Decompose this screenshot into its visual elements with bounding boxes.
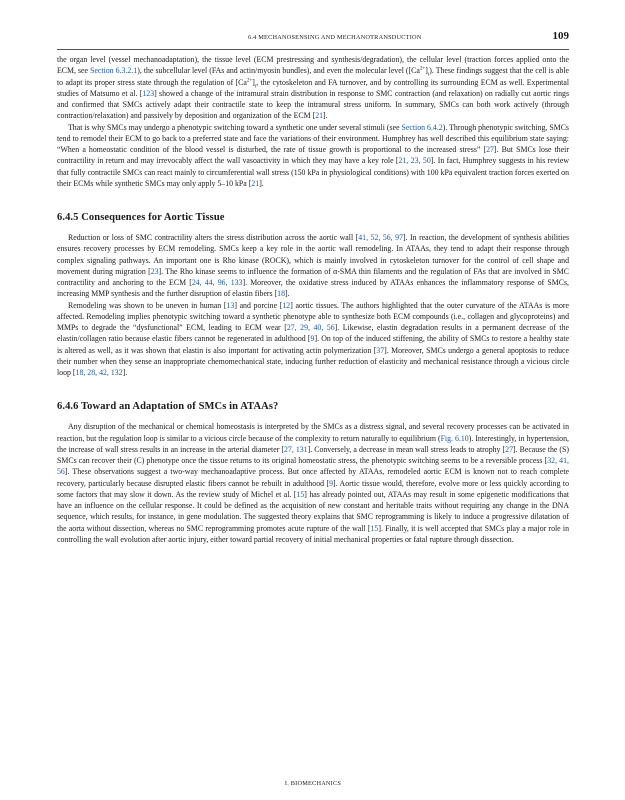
citation-link[interactable]: 21 <box>315 111 324 121</box>
text-run: ]. <box>122 368 128 377</box>
section-heading-6-4-6: 6.4.6 Toward an Adaptation of SMCs in ATAAs? <box>57 401 279 413</box>
text-run: ]. On top of the induced stiffening, the ability of SMCs to restore a healthy state is altered as well, as it was shown that elastin is also important for activating actin polymerization [ <box>57 334 569 355</box>
text-run: ]. Moreover, SMCs undergo a general apoptosis to reduce their number when they sense an inappropriate chemomechanical state, inducing further reduction of elasticity and mechanical resistance through a vicious circle loop [ <box>57 345 569 377</box>
section-header: 6.4 MECHANOSENSING AND MECHANOTRANSDUCTION <box>247 34 422 41</box>
paragraph <box>57 421 569 545</box>
citation-link[interactable]: 21, 23, 50 <box>398 156 431 166</box>
paragraph <box>57 300 569 379</box>
superscript: 2+ <box>246 77 253 83</box>
citation-link[interactable]: 18 <box>277 289 286 299</box>
citation-link[interactable]: 15 <box>296 489 305 499</box>
citation-link[interactable]: 27, 29, 40, 56 <box>286 323 335 332</box>
running-footer: I. BIOMECHANICS <box>284 780 342 787</box>
text-run: ]. These observations suggest a two-way mechanoadaptive process. But once affected by ATAAs, remodeled aortic ECM is known not to reach complete recovery, particularly because disrupted elastic fibers cannot be rebuilt in adulthood [ <box>57 467 569 488</box>
text-run: ]. Moreover, the oxidative stress induced by ATAAs enhances the inflammatory response of SMCs, increasing MMP synthesis and the further disruption of elastin fibers [ <box>57 278 569 299</box>
text-run: ] showed a change of the intramural strain distribution in response to SMC contraction (and relaxation) on radially cut aortic rings and confirmed that SMCs actively adapt their contractile state to keep the intramural stress uniform. In summary, SMCs can both work actively (through contraction/relaxation) and passively by deposition and organization of the ECM [ <box>57 88 570 121</box>
text-run: ]. Aortic tissue would, therefore, evolve more or less quickly according to some factors that may slow it down. As the review study of Michel et al. [ <box>57 478 570 499</box>
citation-link[interactable]: 37 <box>376 345 385 355</box>
citation-link[interactable]: 123 <box>142 88 155 98</box>
text-run: ]. The Rho kinase seems to influence the formation of α-SMA thin filaments and the regulation of FAs that are involved in SMC contractility and anchoring to the ECM [ <box>57 266 569 287</box>
text-run: ]. Likewise, elastin degradation results in a permanent decrease of the elastin/collagen ratio because elastic fibers cannot be regenerated in adulthood [ <box>57 323 569 344</box>
citation-link[interactable]: 18, 28, 42, 132 <box>75 368 123 377</box>
text-run: ]. Conversely, a decrease in mean wall stress leads to atrophy [ <box>307 444 506 454</box>
citation-link[interactable]: 12 <box>282 300 291 310</box>
citation-link[interactable]: 24, 44, 96, 133 <box>191 278 243 287</box>
text-run: ). These findings suggest that the cell is able to adapt its proper stress state through the regulation of [Ca <box>57 66 569 87</box>
subscript: i <box>254 84 257 90</box>
text-run: ] <box>252 77 255 87</box>
section-link[interactable]: Section 6.4.2 <box>401 122 443 132</box>
text-run: ]. <box>259 178 264 188</box>
citation-link[interactable]: 9 <box>310 334 315 344</box>
text-run: ]. Finally, it is well accepted that SMCs play a major role in controlling the wall evolution after aortic injury, either toward partial recovery of initial mechanical properties or fatal rupture through dissection. <box>57 523 570 544</box>
figure-link[interactable]: Fig. 6.10 <box>440 433 469 443</box>
text-run: Remodeling was shown to be uneven in human [ <box>68 300 227 310</box>
text-run: ), the subcellular level (FAs and actin/myosin bundles), and even the molecular level ([Ca <box>137 66 420 76</box>
citation-link[interactable]: 21 <box>251 178 260 188</box>
text-run: ]. In reaction, the development of synthesis abilities ensures recovery processes by ECM remodeling. SMCs keep a key role in the aortic wall remodeling. In ATAAs, they tend to adapt their response through complex signaling pathways. An important one is Rho kinase (ROCK), which is mainly involved in cytoskeleton turnover for the control of cell shape and movement during migration [ <box>57 233 570 276</box>
text-run: ]. But SMCs lose their contractility in return and may irrevocably affect the wall vasoactivity in which they may have a key role [ <box>57 145 569 166</box>
subscript: i <box>427 72 430 78</box>
citation-link[interactable]: 13 <box>226 300 235 310</box>
text-run: That is why SMCs may undergo a phenotypic switching toward a synthetic one under several stimuli (see <box>68 122 402 132</box>
citation-link[interactable]: 27, 131 <box>283 444 308 454</box>
text-run: ]. <box>323 111 328 121</box>
citation-link[interactable]: 27 <box>505 444 513 454</box>
running-header <box>57 30 569 46</box>
text-run: Reduction or loss of SMC contractility alters the stress distribution across the aortic wall [ <box>68 233 359 242</box>
paragraph <box>57 232 569 300</box>
citation-link[interactable]: 9 <box>329 478 333 488</box>
header-rule <box>57 49 569 50</box>
text-run: ). Through phenotypic switching, SMCs tend to remodel their ECM to go back to a preferred state and face the variations of their environment. Humphrey has well described this equilibrium state saying: “When a homeostatic condition of the blood vessel is disturbed, the rate of tissue growth is proportional to the increased stress” [ <box>57 122 569 154</box>
text-run: ). Interestingly, in hypertension, the increase of wall stress results in an increase in the arterial diameter [ <box>57 433 569 454</box>
text-run: , the cytoskeleton and FA turnover, and by controlling its surrounding ECM as well. Experimental studies of Matsumo et al. [ <box>57 77 569 98</box>
citation-link[interactable]: 32, 41, 56 <box>57 456 569 477</box>
citation-link[interactable]: 23 <box>150 266 159 276</box>
page-number: 109 <box>552 30 569 42</box>
page <box>57 30 569 790</box>
text-run: ]. Because the (S) SMCs can recover their (C) phenotype once the tissue returns to its original homeostatic stress, the phenotypic switching seems to be a reversible process [ <box>57 444 569 465</box>
text-run: ] aortic tissues. The authors highlighted that the outer curvature of the ATAAs is more affected. Remodeling implies phenotypic switching toward a synthetic phenotype able to synthesize both ECM compounds (i.e., collagen and glycoproteins) and MMPs to degrade the “dysfunctional” ECM, leading to ECM wear [ <box>57 300 569 332</box>
text-run: ] has already pointed out, ATAAs may result in some epigenetic modifications that have an influence on the cellular response. It could be defined as the acquisition of new constant and heritable traits without requiring any change in the DNA sequence, which results, for instance, in gene modulation. The suggested theory explains that SMC reprogramming is likely to induce a progressive dilatation of the aorta without dissection, whereas no SMC reprogramming promotes acute rupture of the wall [ <box>57 489 570 533</box>
paragraph <box>57 122 569 190</box>
text-run: ]. In fact, Humphrey suggests in his review that fully contractile SMCs can react mainly to circumferential wall stress (150 kPa in physiological conditions) with 100 kPa equivalent traction forces exerted on their ECMs while synthetic SMCs may only apply 5–10 kPa [ <box>57 156 569 188</box>
citation-link[interactable]: 15 <box>370 523 379 533</box>
text-run: ]. <box>285 289 290 299</box>
section-heading-6-4-5: 6.4.5 Consequences for Aortic Tissue <box>57 212 225 223</box>
citation-link[interactable]: 27 <box>486 145 494 154</box>
text-run: Any disruption of the mechanical or chemical homeostasis is interpreted by the SMCs as a distress signal, and several recovery processes can be activated in reaction, but the regulation loop is similar to a vicious circle because of the complexity to return naturally to equilibrium ( <box>57 422 569 443</box>
paragraph-continued <box>57 54 569 122</box>
text-run: the organ level (vessel mechanoadaptation), the tissue level (ECM prestressing and synthesis/degradation), the cellular level (traction forces applied onto the ECM, see <box>57 55 569 76</box>
section-link[interactable]: Section 6.3.2.1 <box>90 66 138 76</box>
citation-link[interactable]: 41, 52, 56, 97 <box>358 233 403 242</box>
text-run: ] and porcine [ <box>234 300 283 310</box>
superscript: 2+ <box>419 66 426 72</box>
text-run: ] <box>425 66 428 76</box>
